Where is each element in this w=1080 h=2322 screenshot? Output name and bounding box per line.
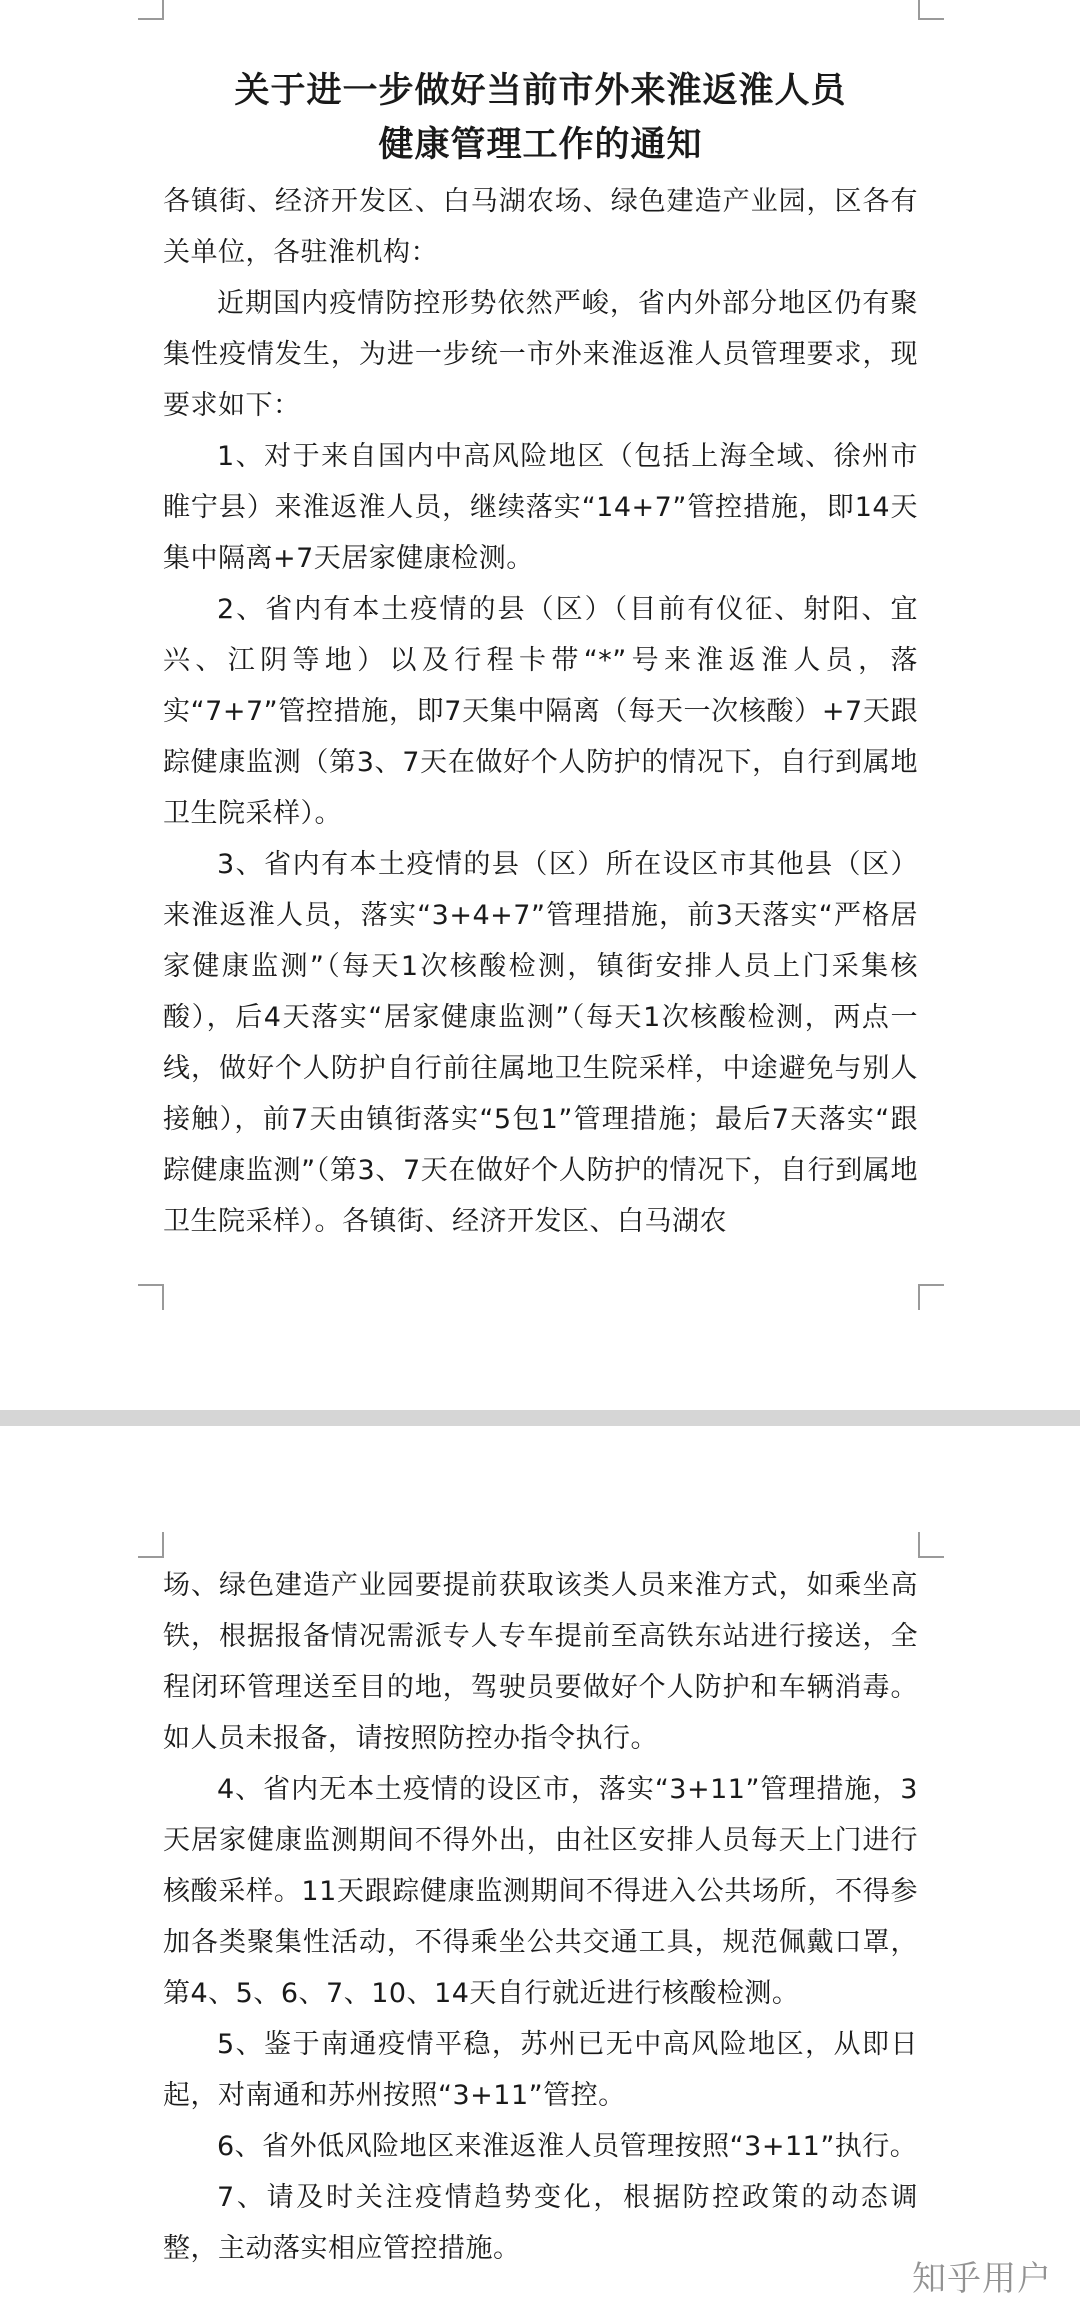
page-corner-mark <box>138 1532 164 1558</box>
item-3-paragraph-part-1: 3、省内有本土疫情的县（区）所在设区市其他县（区）来淮返淮人员，落实“3+4+7”管理措施，前3天落实“严格居家健康监测”（每天1次核酸检测，镇街安排人员上门采集核酸），后4天落实“居家健康监测”（每天1次核酸检测，两点一线，做好个人防护自行前往属地卫生院采样，中途避免与别人接触），前7天由镇街落实“5包1”管理措施；最后7天落实“跟踪健康监测”（第3、7天在做好个人防护的情况下，自行到属地卫生院采样）。各镇街、经济开发区、白马湖农 <box>163 849 918 1237</box>
page-corner-mark <box>918 1284 944 1310</box>
zhihu-watermark: 知乎用户 <box>912 2259 1052 2299</box>
item-1-paragraph: 1、对于来自国内中高风险地区（包括上海全域、徐州市睢宁县）来淮返淮人员，继续落实“14+7”管控措施，即14天集中隔离+7天居家健康检测。 <box>163 441 918 574</box>
page-corner-mark <box>918 1532 944 1558</box>
document-page-2 <box>0 1426 1080 2322</box>
item-3-paragraph-part-2: 场、绿色建造产业园要提前获取该类人员来淮方式，如乘坐高铁，根据报备情况需派专人专车提前至高铁东站进行接送，全程闭环管理送至目的地，驾驶员要做好个人防护和车辆消毒。如人员未报备，请按照防控办指令执行。 <box>163 1570 918 1754</box>
document-title <box>163 64 918 172</box>
item-4-paragraph: 4、省内无本土疫情的设区市，落实“3+11”管理措施，3天居家健康监测期间不得外出，由社区安排人员每天上门进行核酸采样。11天跟踪健康监测期间不得进入公共场所，不得参加各类聚集性活动，不得乘坐公共交通工具，规范佩戴口罩，第4、5、6、7、10、14天自行就近进行核酸检测。 <box>163 1774 918 2009</box>
page-corner-mark <box>138 0 164 20</box>
page-corner-mark <box>138 1284 164 1310</box>
title-line-2: 健康管理工作的通知 <box>378 125 703 165</box>
item-6-paragraph: 6、省外低风险地区来淮返淮人员管理按照“3+11”执行。 <box>217 2131 918 2162</box>
salutation: 各镇街、经济开发区、白马湖农场、绿色建造产业园，区各有关单位，各驻淮机构： <box>163 186 918 268</box>
item-5-paragraph: 5、鉴于南通疫情平稳，苏州已无中高风险地区，从即日起，对南通和苏州按照“3+11”管控。 <box>163 2029 918 2111</box>
page-corner-mark <box>918 0 944 20</box>
page-separator <box>0 1410 1080 1426</box>
title-line-1: 关于进一步做好当前市外来淮返淮人员 <box>234 71 847 111</box>
document-body-page-1 <box>163 64 918 1247</box>
document-body-page-2 <box>163 1560 918 2274</box>
intro-paragraph: 近期国内疫情防控形势依然严峻，省内外部分地区仍有聚集性疫情发生，为进一步统一市外来淮返淮人员管理要求，现要求如下： <box>163 288 918 421</box>
item-7-paragraph: 7、请及时关注疫情趋势变化，根据防控政策的动态调整，主动落实相应管控措施。 <box>163 2182 918 2264</box>
item-2-paragraph: 2、省内有本土疫情的县（区）（目前有仪征、射阳、宜兴、江阴等地）以及行程卡带“*”号来淮返淮人员，落实“7+7”管控措施，即7天集中隔离（每天一次核酸）+7天跟踪健康监测（第3、7天在做好个人防护的情况下，自行到属地卫生院采样）。 <box>163 594 918 829</box>
